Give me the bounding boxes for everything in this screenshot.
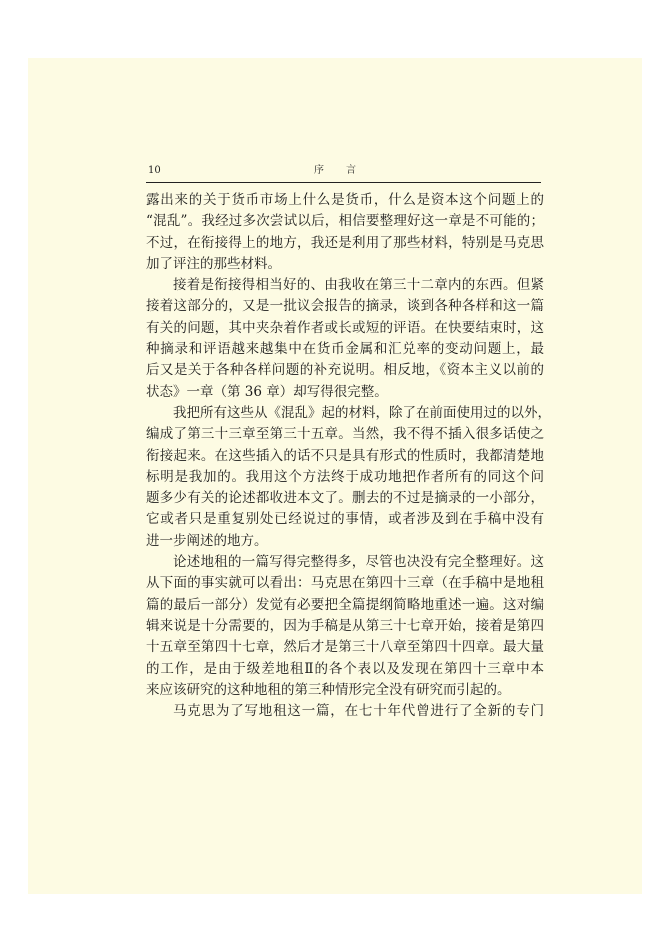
text-line: 状态》一章（第 36 章）却写得很完整。 — [146, 383, 388, 400]
text-line: 不过，在衔接得上的地方，我还是利用了那些材料，特别是马克思 — [146, 234, 544, 251]
text-line: 加了评注的那些材料。 — [146, 255, 281, 272]
text-line: 有关的问题，其中夹杂着作者或长或短的评语。在快要结束时，这 — [146, 319, 544, 336]
text-line: 论述地租的一篇写得完整得多，尽管也决没有完全整理好。这 — [173, 554, 544, 571]
text-line: 后又是关于各种各样问题的补充说明。相反地，《资本主义以前的 — [146, 362, 544, 379]
text-line: 马克思为了写地租这一篇，在七十年代曾进行了全新的专门 — [173, 703, 544, 720]
text-line: 的工作，是由于级差地租Ⅱ的各个表以及发现在第四十三章中本 — [146, 660, 544, 677]
text-line: 它或者只是重复别处已经说过的事情，或者涉及到在手稿中没有 — [146, 511, 544, 528]
text-line: 篇的最后一部分）发觉有必要把全篇提纲简略地重述一遍。这对编 — [146, 596, 544, 613]
text-line: 衔接起来。在这些插入的话不只是具有形式的性质时，我都清楚地 — [146, 447, 544, 464]
text-line: 我把所有这些从《混乱》起的材料，除了在前面使用过的以外， — [173, 404, 551, 421]
text-line: 接着这部分的，又是一批议会报告的摘录，谈到各种各样和这一篇 — [146, 298, 544, 315]
text-line: 题多少有关的论述都收进本文了。删去的不过是摘录的一小部分， — [146, 490, 544, 507]
text-line: 进一步阐述的地方。 — [146, 532, 268, 549]
text-line: “混乱”。我经过多次尝试以后，相信要整理好这一章是不可能的； — [146, 213, 544, 230]
text-line: 标明是我加的。我用这个方法终于成功地把作者所有的同这个问 — [146, 468, 544, 485]
text-line: 十五章至第四十七章，然后才是第三十八章至第四十四章。最大量 — [146, 639, 544, 656]
text-line: 露出来的关于货币市场上什么是货币，什么是资本这个问题上的 — [146, 192, 544, 208]
text-line: 接着是衔接得相当好的、由我收在第三十二章内的东西。但紧 — [173, 277, 544, 294]
body-text — [146, 190, 551, 722]
text-line: 编成了第三十三章至第三十五章。当然，我不得不插入很多话使之 — [146, 426, 544, 443]
text-line: 从下面的事实就可以看出：马克思在第四十三章（在手稿中是地租 — [146, 575, 544, 592]
page-number: 10 — [148, 165, 161, 176]
text-line: 来应该研究的这种地租的第三种情形完全没有研究而引起的。 — [146, 681, 511, 698]
page-header — [146, 164, 541, 183]
text-line: 辑来说是十分需要的，因为手稿是从第三十七章开始，接着是第四 — [146, 617, 544, 634]
running-title: 序言 — [314, 165, 378, 176]
text-line: 种摘录和评语越来越集中在货币金属和汇兑率的变动问题上，最 — [146, 341, 544, 358]
